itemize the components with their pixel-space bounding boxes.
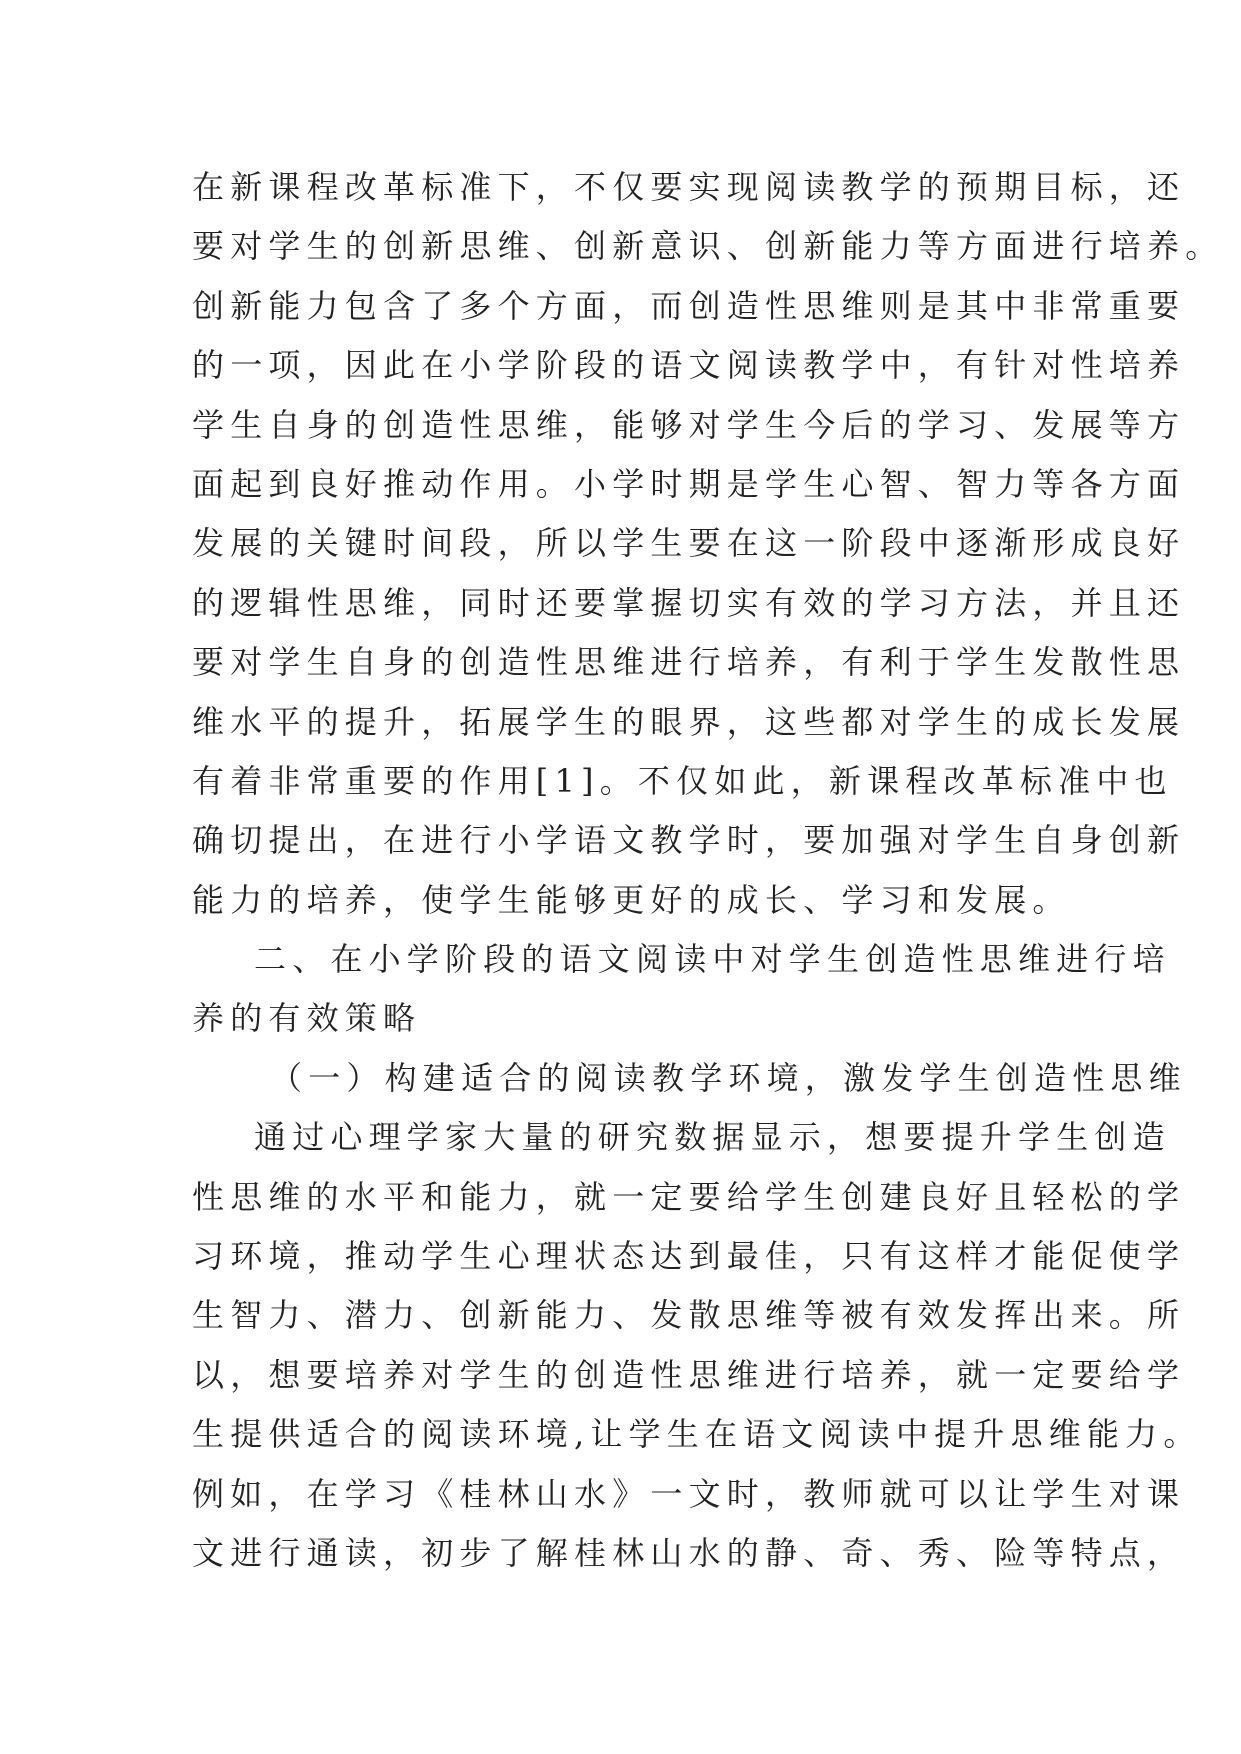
text-line: 要对学生的创新思维、创新意识、创新能力等方面进行培养。 — [192, 227, 1224, 266]
text-line: 发展的关键时间段，所以学生要在这一阶段中逐渐形成良好 — [192, 524, 1186, 563]
text-line: 在新课程改革标准下，不仅要实现阅读教学的预期目标，还 — [192, 168, 1186, 206]
text-line: 维水平的提升，拓展学生的眼界，这些都对学生的成长发展 — [192, 702, 1186, 741]
section-heading-continued: 养的有效策略 — [192, 999, 422, 1038]
paragraph-first-line: 通过心理学家大量的研究数据显示，想要提升学生创造 — [254, 1118, 1171, 1157]
section-heading: 二、在小学阶段的语文阅读中对学生创造性思维进行培 — [254, 940, 1171, 979]
text-line: 例如，在学习《桂林山水》一文时，教师就可以让学生对课 — [192, 1474, 1186, 1513]
text-line: 的一项，因此在小学阶段的语文阅读教学中，有针对性培养 — [192, 346, 1186, 385]
text-line: 的逻辑性思维，同时还要掌握切实有效的学习方法，并且还 — [192, 583, 1186, 622]
text-line: 以，想要培养对学生的创造性思维进行培养，就一定要给学 — [192, 1355, 1186, 1394]
text-line: 文进行通读，初步了解桂林山水的静、奇、秀、险等特点， — [192, 1533, 1186, 1572]
body-text — [192, 158, 1224, 1583]
text-line: 确切提出，在进行小学语文教学时，要加强对学生自身创新 — [192, 821, 1186, 860]
text-line: 性思维的水平和能力，就一定要给学生创建良好且轻松的学 — [192, 1177, 1186, 1216]
text-line: 生智力、潜力、创新能力、发散思维等被有效发挥出来。所 — [192, 1296, 1186, 1335]
text-line: 能力的培养，使学生能够更好的成长、学习和发展。 — [192, 880, 1071, 919]
text-line: 要对学生自身的创造性思维进行培养，有利于学生发散性思 — [192, 643, 1186, 682]
text-line: 有着非常重要的作用[1]。不仅如此，新课程改革标准中也 — [192, 761, 1173, 800]
text-line: 生提供适合的阅读环境,让学生在语文阅读中提升思维能力。 — [192, 1415, 1202, 1454]
text-line: 面起到良好推动作用。小学时期是学生心智、智力等各方面 — [192, 464, 1186, 503]
subsection-heading: （一）构建适合的阅读教学环境，激发学生创造性思维 — [270, 1058, 1187, 1097]
text-line: 学生自身的创造性思维，能够对学生今后的学习、发展等方 — [192, 405, 1186, 444]
text-line: 习环境，推动学生心理状态达到最佳，只有这样才能促使学 — [192, 1237, 1186, 1276]
text-line: 创新能力包含了多个方面，而创造性思维则是其中非常重要 — [192, 286, 1186, 325]
